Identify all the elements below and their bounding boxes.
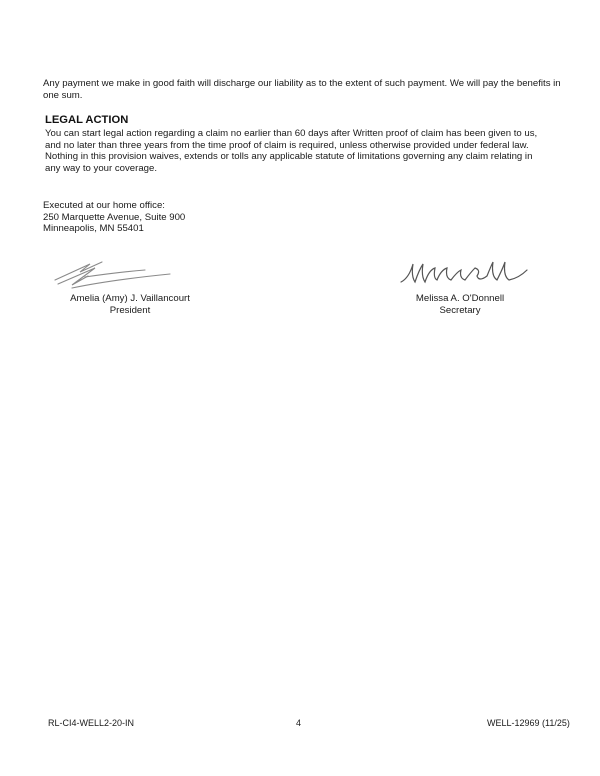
- legal-action-line: You can start legal action regarding a claim no earlier than 60 days after Written proof of claim has been given to us,: [45, 128, 538, 139]
- signatory-president: [60, 293, 200, 316]
- payment-text: Any payment we make in good faith will discharge our liability as to the extent of such payment. We will pay the benefits in one sum.: [43, 78, 561, 101]
- legal-action-line: any way to your coverage.: [45, 162, 157, 174]
- signatory-name: Melissa A. O'Donnell: [415, 293, 505, 304]
- home-office-label: Executed at our home office:: [43, 200, 165, 211]
- legal-action-line: and no later than three years from the time proof of claim is required, unless otherwise provided under federal law.: [45, 139, 529, 151]
- president-signature-icon: [50, 252, 180, 292]
- signatory-secretary: [395, 293, 525, 316]
- payment-paragraph: [43, 78, 563, 101]
- address-line-1: 250 Marquette Avenue, Suite 900: [43, 211, 186, 223]
- footer-form-code: RL-CI4-WELL2-20-IN: [48, 718, 135, 728]
- footer-form-id: WELL-12969 (11/25): [487, 718, 570, 728]
- signatory-title: President: [109, 304, 151, 316]
- legal-action-heading: LEGAL ACTION: [45, 114, 129, 126]
- address-line-2: Minneapolis, MN 55401: [43, 223, 144, 235]
- signatory-title: Secretary: [439, 304, 481, 316]
- home-office-block: [43, 200, 185, 235]
- signatory-name: Amelia (Amy) J. Vaillancourt: [70, 293, 190, 304]
- legal-action-paragraph: [45, 128, 570, 174]
- footer-page-number: 4: [296, 718, 302, 728]
- secretary-signature-icon: [395, 256, 540, 288]
- legal-action-line: Nothing in this provision waives, extends or tolls any applicable statute of limitations governing any claim relating in: [45, 151, 533, 163]
